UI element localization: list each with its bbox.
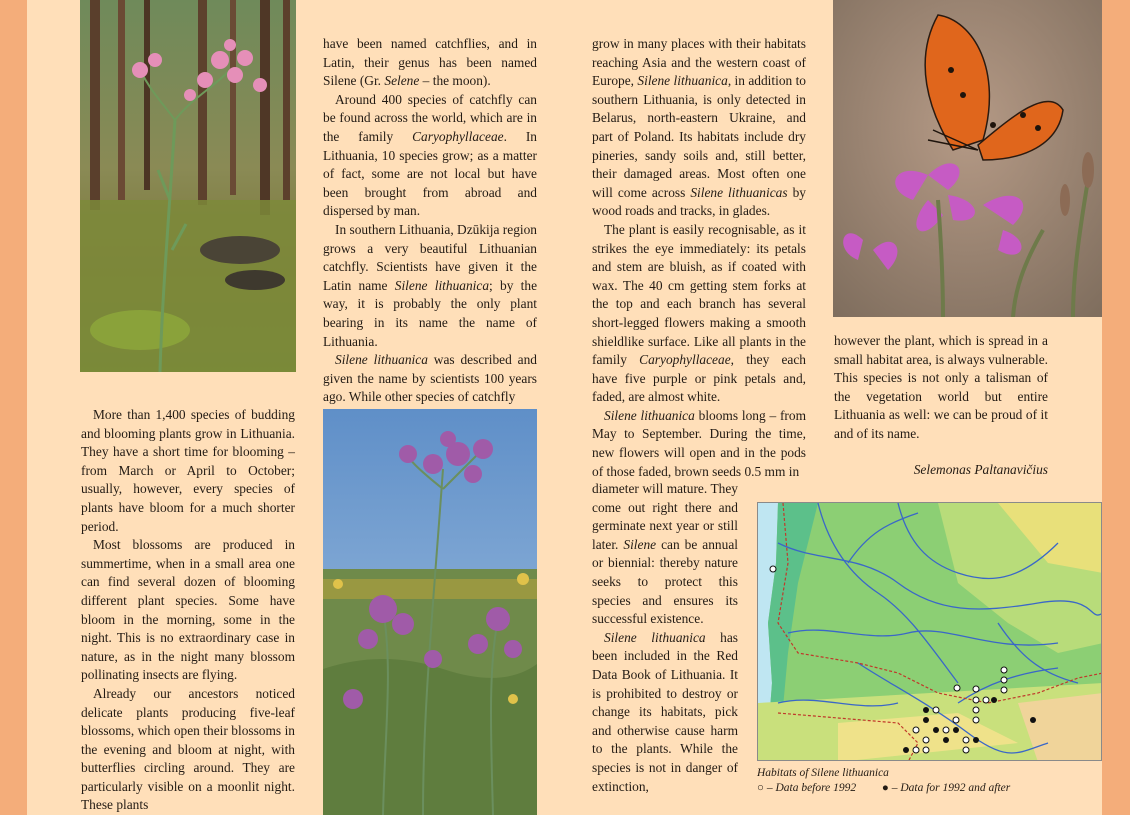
legend-after: – Data for 1992 and after: [891, 782, 1011, 794]
photo-meadow-catchfly: [323, 409, 537, 815]
column-2-text: [323, 35, 537, 407]
paragraph: Silene lithuanica blooms long – from May to September. During the time, new flowers will open and in the pods of those faded, brown seeds 0.5 mm in: [592, 407, 806, 479]
page: [27, 0, 1102, 815]
paragraph: Silene lithuanica has been included in the Red Data Book of Lithuania. It is prohibited to destroy or change its habitats, pick and otherwise cause harm to the plants. While the species is not in danger of extinction,: [592, 629, 738, 794]
paragraph: diameter will mature. They come out right there and germinate next year or still later. Silene can be annual or biennial: thereby nature seeks to protect this species and ensures its successful existence.: [592, 481, 738, 627]
paragraph: In southern Lithuania, Dzūkija region grows a very beautiful Lithuanian catchfly. Scientists have given it the Latin name Silene lithuanica; by the way, it is probably the only plant bearing in its name the name of Lithuania.: [323, 221, 538, 349]
paragraph: Around 400 species of catchfly can be found across the world, which are in the family Caryophyllaceae. In Lithuania, 10 species grow; as a matter of fact, some are not local but have been brought from abroad and dispersed by man.: [323, 91, 537, 219]
paragraph: Already our ancestors noticed delicate plants producing five-leaf blossoms, which open their blossoms in the evening and bloom at night, with butterflies circling around. They are particularly visible on a moonlit night. These plants: [81, 685, 295, 813]
photo-forest-catchfly: [80, 0, 296, 372]
map-caption: [757, 766, 1102, 796]
paragraph: have been named catchflies, and in Latin, their genus has been named Silene (Gr. Selene – the moon).: [323, 36, 537, 89]
column-4-text: [834, 332, 1048, 444]
paragraph: Most blossoms are produced in summertime, when in a small area one can find several dozen of blooming different plant species. Some have bloom in the morning, some in the night. This is no extraordinary case in nature, as in the night many blossom pollinating insects are flying.: [81, 537, 295, 683]
column-1-text: [81, 406, 295, 815]
paragraph: grow in many places with their habitats reaching Asia and the western coast of Europe, Silene lithuanica, in addition to southern Lithuania, is only detected in Belarus, north-eastern Ukraine, and part of Poland. Its habitats include dry pineries, sandy soils and, still better, their damaged areas. Most often one will come across Silene lithuanicas by wood roads and tracks, in glades.: [592, 36, 807, 219]
habitat-map: [757, 502, 1102, 761]
legend-before: – Data before 1992: [766, 782, 857, 794]
column-3-text-narrow: [592, 480, 738, 796]
photo-butterfly: [833, 0, 1102, 317]
author-signature: Selemonas Paltanavičius: [913, 462, 1048, 477]
map-caption-title: Habitats of Silene lithuanica: [757, 767, 889, 779]
paragraph: More than 1,400 species of budding and blooming plants grow in Lithuania. They have a short time for blooming – from March or April to October; usually, however, every species of plants have bloom for a much shorter period.: [81, 407, 295, 534]
paragraph: however the plant, which is spread in a small habitat area, is always vulnerable. This species is not only a talisman of the vegetation world but entire Lithuania as well: we can be proud of it and of its name.: [834, 333, 1048, 441]
column-3-text: [592, 35, 806, 481]
map-legend: [757, 781, 1102, 796]
paragraph: The plant is easily recognisable, as it strikes the eye immediately: its petals and stem are bluish, as if coated with wax. The 40 cm getting stem forks at the top and each branch has several short-legged flowers making a smooth shieldlike surface. Like all plants in the family Caryophyllaceae, they each have five purple or pink petals and, faded, are almost white.: [592, 221, 806, 405]
open-circle-icon: ○: [757, 782, 764, 794]
paragraph: Silene lithuanica was described and given the name by scientists 100 years ago. While other species of catchfly: [323, 352, 537, 405]
filled-circle-icon: ●: [881, 782, 889, 794]
